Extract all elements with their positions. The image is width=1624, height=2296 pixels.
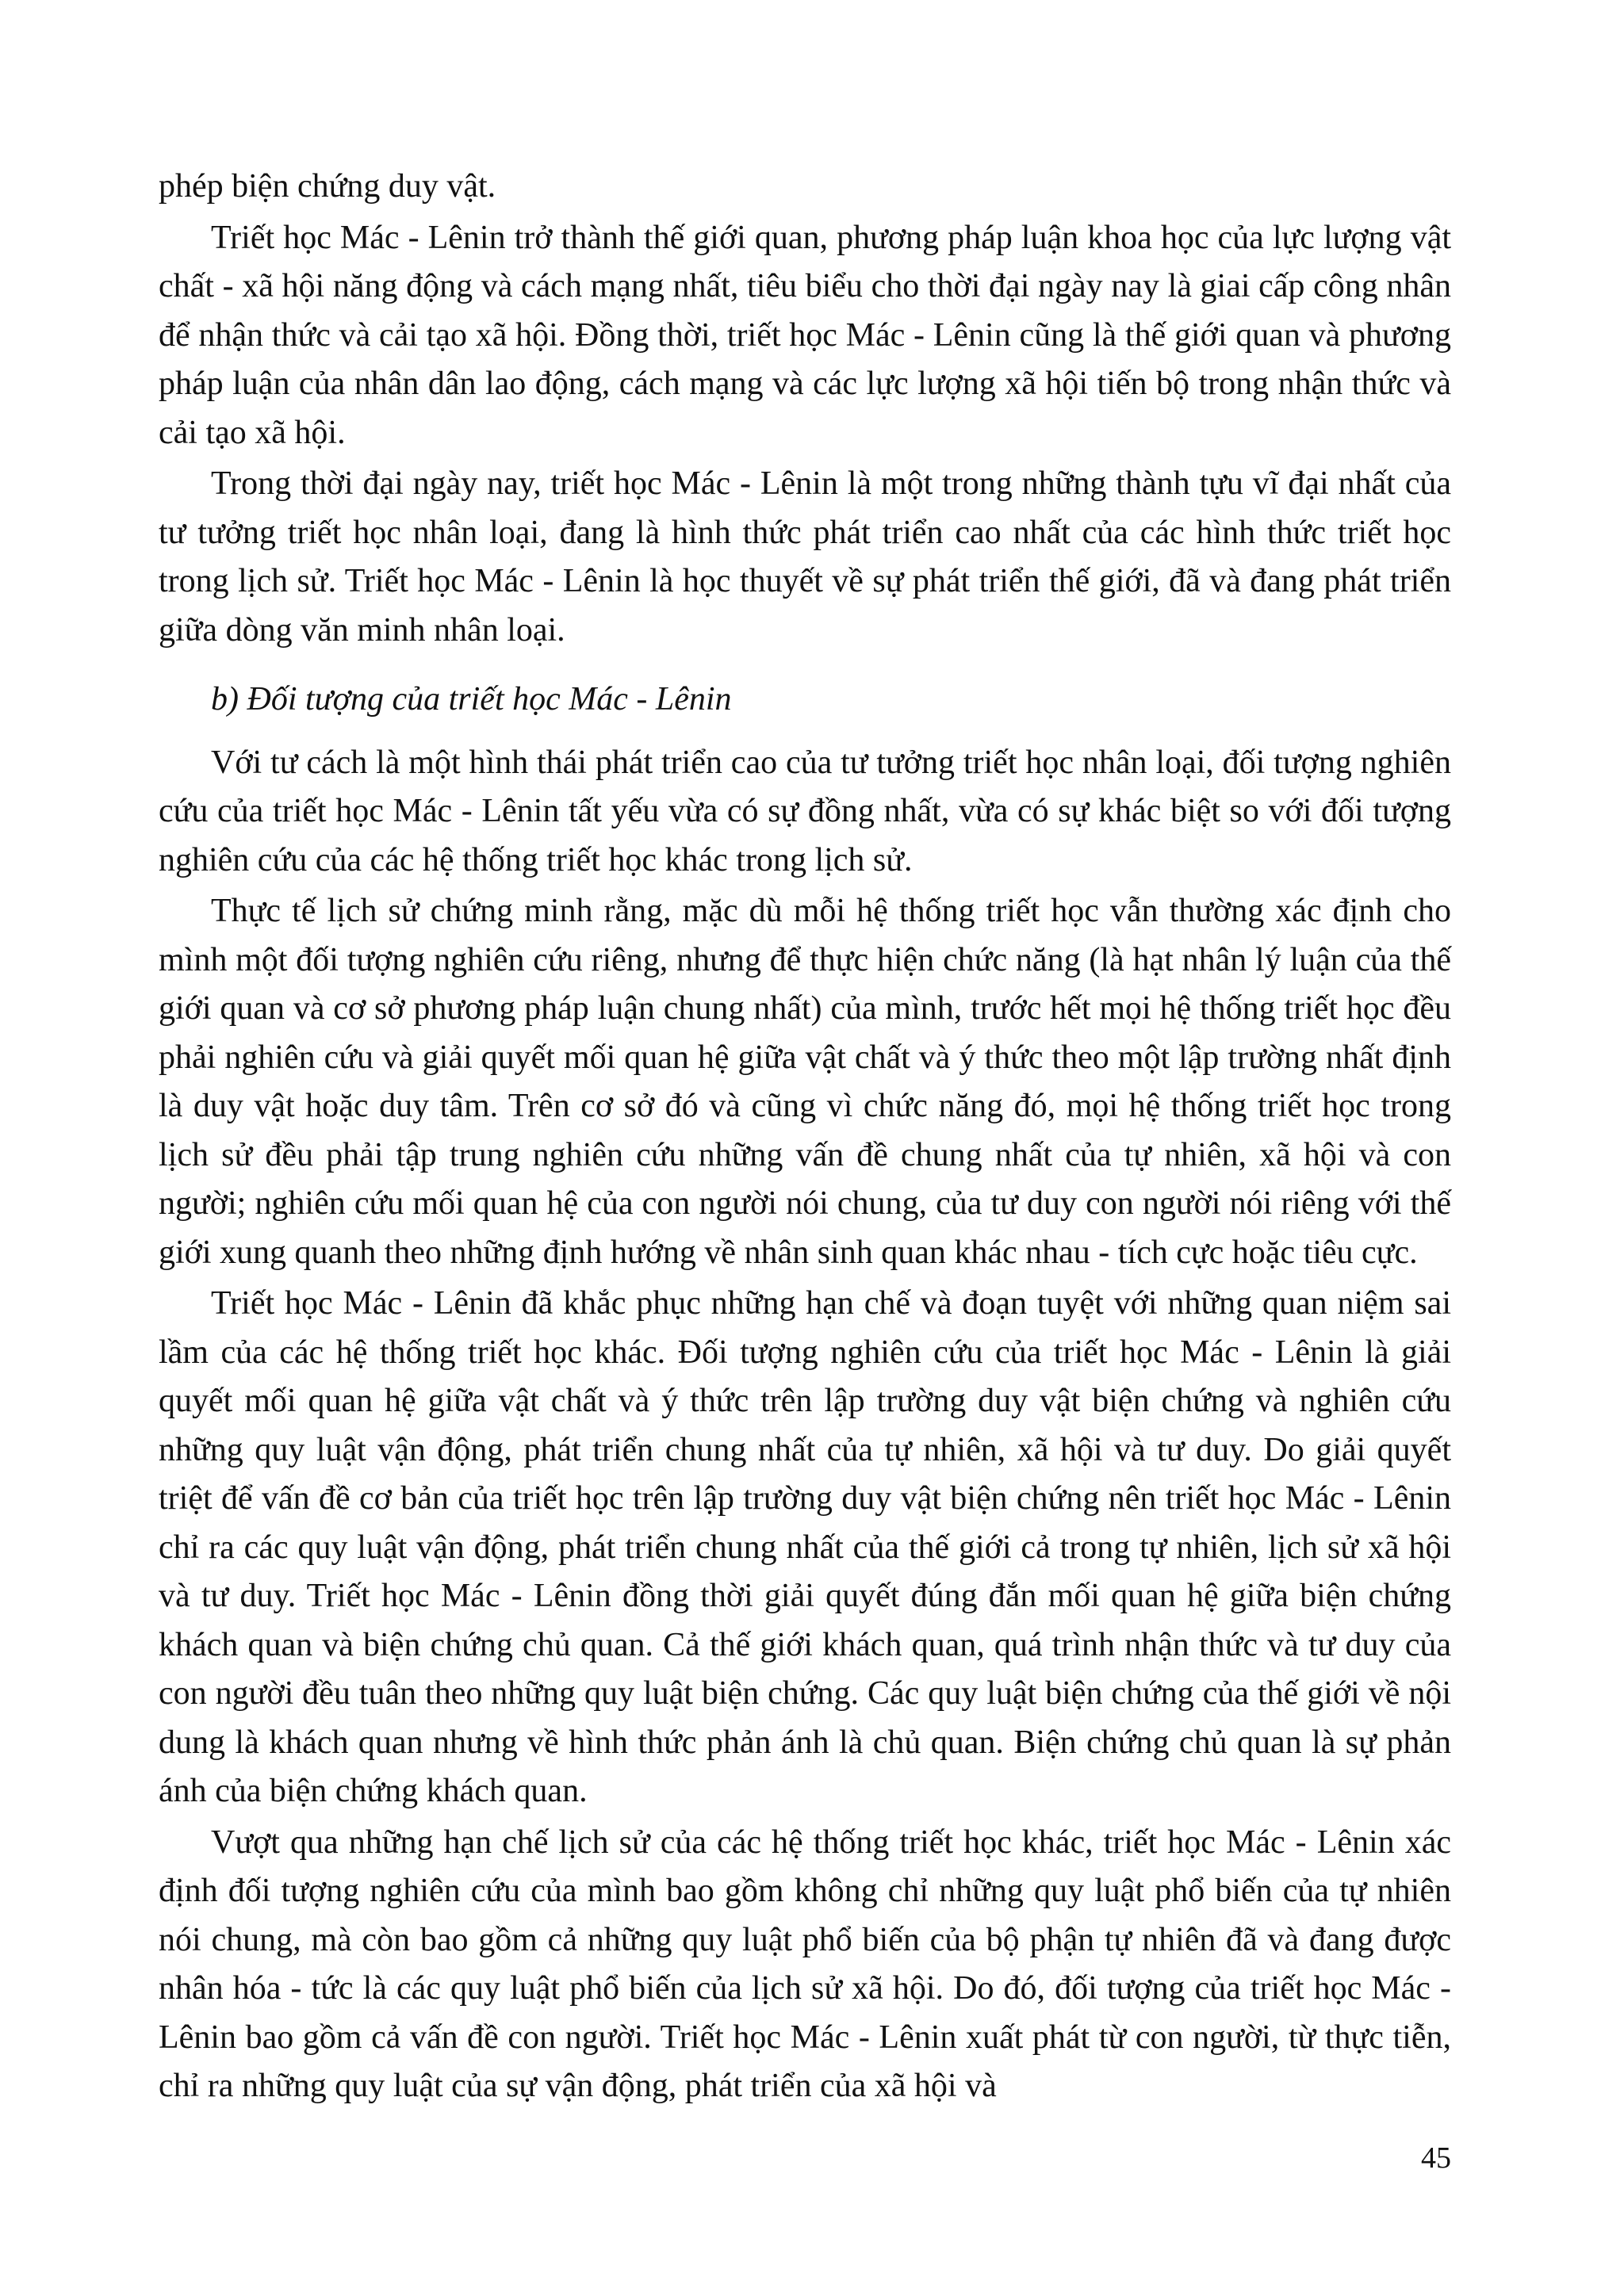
section-heading: b) Đối tượng của triết học Mác - Lênin: [211, 681, 732, 718]
paragraph-continuation: phép biện chứng duy vật.: [159, 168, 496, 205]
document-page: [159, 163, 1451, 2111]
paragraph-object-intro: Với tư cách là một hình thái phát triển cao của tư tưởng triết học nhân loại, đối tượng nghiên cứu của triết học Mác - Lênin tất yếu vừa có sự đồng nhất, vừa có sự khác biệt so với đối tượng nghiên cứu của các hệ thống triết học khác trong lịch sử.: [159, 744, 1451, 878]
paragraph-history: Thực tế lịch sử chứng minh rằng, mặc dù mỗi hệ thống triết học vẫn thường xác định cho mình một đối tượng nghiên cứu riêng, nhưng để thực hiện chức năng (là hạt nhân lý luận của thế giới quan và cơ sở phương pháp luận chung nhất) của mình, trước hết mọi hệ thống triết học đều phải nghiên cứu và giải quyết mối quan hệ giữa vật chất và ý thức theo một lập trường nhất định là duy vật hoặc duy tâm. Trên cơ sở đó và cũng vì chức năng đó, mọi hệ thống triết học trong lịch sử đều phải tập trung nghiên cứu những vấn đề chung nhất của tự nhiên, xã hội và con người; nghiên cứu mối quan hệ của con người nói chung, của tư duy con người nói riêng với thế giới xung quanh theo những định hướng về nhân sinh quan khác nhau - tích cực hoặc tiêu cực.: [159, 893, 1451, 1271]
paragraph-achievement: Trong thời đại ngày nay, triết học Mác - Lênin là một trong những thành tựu vĩ đại nhất của tư tưởng triết học nhân loại, đang là hình thức phát triển cao nhất của các hình thức triết học trong lịch sử. Triết học Mác - Lênin là học thuyết về sự phát triển thế giới, đã và đang phát triển giữa dòng văn minh nhân loại.: [159, 465, 1451, 649]
paragraph-overcoming: Triết học Mác - Lênin đã khắc phục những hạn chế và đoạn tuyệt với những quan niệm sai lầm của các hệ thống triết học khác. Đối tượng nghiên cứu của triết học Mác - Lênin là giải quyết mối quan hệ giữa vật chất và ý thức trên lập trường duy vật biện chứng và nghiên cứu những quy luật vận động, phát triển chung nhất của tự nhiên, xã hội và tư duy. Do giải quyết triệt để vấn đề cơ bản của triết học trên lập trường duy vật biện chứng nên triết học Mác - Lênin chỉ ra các quy luật vận động, phát triển chung nhất của thế giới cả trong tự nhiên, lịch sử xã hội và tư duy. Triết học Mác - Lênin đồng thời giải quyết đúng đắn mối quan hệ giữa biện chứng khách quan và biện chứng chủ quan. Cả thế giới khách quan, quá trình nhận thức và tư duy của con người đều tuân theo những quy luật biện chứng. Các quy luật biện chứng của thế giới về nội dung là khách quan nhưng về hình thức phản ánh là chủ quan. Biện chứng chủ quan là sự phản ánh của biện chứng khách quan.: [159, 1285, 1451, 1809]
page-number: 45: [1421, 2141, 1451, 2175]
paragraph-worldview: Triết học Mác - Lênin trở thành thế giới quan, phương pháp luận khoa học của lực lượng vật chất - xã hội năng động và cách mạng nhất, tiêu biểu cho thời đại ngày nay là giai cấp công nhân để nhận thức và cải tạo xã hội. Đồng thời, triết học Mác - Lênin cũng là thế giới quan và phương pháp luận của nhân dân lao động, cách mạng và các lực lượng xã hội tiến bộ trong nhận thức và cải tạo xã hội.: [159, 219, 1451, 451]
paragraph-beyond-limits: Vượt qua những hạn chế lịch sử của các hệ thống triết học khác, triết học Mác - Lênin xác định đối tượng nghiên cứu của mình bao gồm không chỉ những quy luật phổ biến của tự nhiên nói chung, mà còn bao gồm cả những quy luật phổ biến của bộ phận tự nhiên đã và đang được nhân hóa - tức là các quy luật phổ biến của lịch sử xã hội. Do đó, đối tượng của triết học Mác - Lênin bao gồm cả vấn đề con người. Triết học Mác - Lênin xuất phát từ con người, từ thực tiễn, chỉ ra những quy luật của sự vận động, phát triển của xã hội và: [159, 1823, 1451, 2104]
